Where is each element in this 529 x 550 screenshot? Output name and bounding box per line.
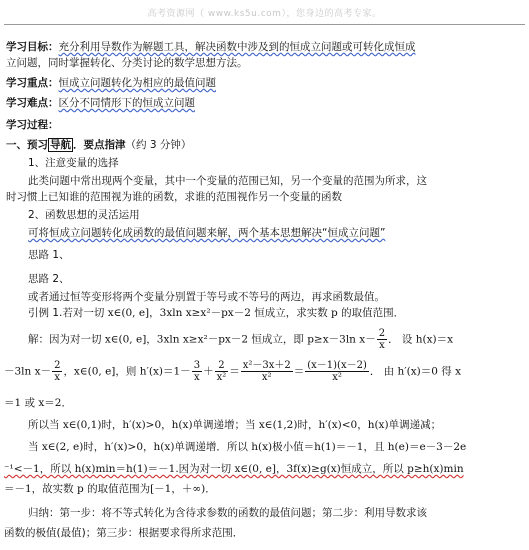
page-header: 高考资源网（ www.ks5u.com），您身边的高考专家。	[147, 9, 382, 19]
item-2-line-1	[28, 226, 385, 241]
goal-line-1	[6, 40, 416, 55]
solution-line-3: ＝1 或 x＝2．	[4, 397, 72, 409]
item-1-line-1: 此类问题中常出现两个变量，其中一个变量的范围已知，另一个变量的范围为所求，这	[28, 175, 427, 187]
solution-l1b: ． 设 h(x)＝x	[388, 333, 454, 346]
process-heading: 学习过程：	[6, 119, 59, 131]
section-1-boxed: 导航	[50, 139, 71, 151]
solution-line-4: 所以当 x∈(0,1)时，h′(x)>0，h(x)单调递增；当 x∈(1,2)时，h′(x)<0，h(x)单调递减；	[28, 419, 442, 431]
solution-line-5: 当 x∈(2, e)时，h′(x)>0，h(x)单调递增．所以 h(x)极小值＝h(1)＝－1，且 h(e)＝e－3－2e	[28, 441, 467, 453]
goal-text-1: 充分利用导数作为解题工具，解决函数中涉及到的恒成立问题或可转化成恒成	[58, 41, 416, 53]
fraction-3-over-x: $\frac{3}{x}$	[193, 360, 201, 383]
fraction-factored: $\frac{(x-1)(x-2)}{\text{x²}}$	[307, 360, 367, 383]
solution-line-2: －3ln x－ $\frac{2}{x}$ ，x∈(0, e]，则 h′(x)＝1－ $\frac{3}{x}$ ＋ $\frac{2}{\text{x²}}$ ＝ $\frac{\text{x²－3x＋2}}{\text{x²}}$ ＝ $\frac{(x-1)(x-2)}{\text{x²}}$ ． 由 h′(x)＝0 得 x	[4, 360, 462, 383]
solution-line-1	[28, 328, 453, 351]
item-2-text: 可将恒成立问题转化成函数的最值问题来解，两个基本思想解决“恒成立问题”	[28, 227, 386, 239]
fraction-2-over-x-b: $\frac{2}{x}$	[54, 360, 61, 383]
item-1-title: 1、注意变量的选择	[28, 157, 119, 169]
idea-1: 思路 1、	[28, 249, 70, 261]
key-line	[6, 76, 216, 91]
key-text: 恒成立问题转化为相应的最值问题	[58, 77, 216, 89]
summary-line-1: 归纳：第一步：将不等式转化为含待求参数的函数的最值问题；第二步：利用导数求该	[28, 507, 427, 519]
goal-line-2: 立问题，同时掌握转化、分类讨论的数学思想方法。	[6, 57, 248, 69]
item-2-title: 2、函数思想的灵活运用	[28, 209, 140, 221]
solution-line-6: ⁻¹<－1，所以 h(x)min＝h(1)＝－1.因为对一切 x∈(0, e]，3f(x)≥g(x)恒成立，所以 p≥h(x)min	[4, 463, 464, 475]
item-1-line-2: 时习惯上已知谁的范围视为谁的函数，求谁的范围视作另一个变量的函数	[6, 191, 342, 203]
solution-line-7: ＝－1，故实数 p 的取值范围为[－1，＋∞)．	[4, 483, 216, 495]
example-line	[28, 306, 404, 321]
section-1-heading	[6, 138, 191, 153]
difficulty-line	[6, 96, 195, 111]
difficulty-text: 区分不同情形下的恒成立问题	[58, 97, 195, 109]
section-1-prefix: 一、预习	[6, 139, 48, 151]
example-text: 若对一切 x∈(0, e]，3xln x≥x²－px－2 恒成立，求实数 p 的取值范围．	[62, 307, 405, 319]
summary-line-2: 函数的极值(最值)；第三步：根据要求得所求范围．	[4, 527, 244, 539]
fraction-quadratic: $\frac{\text{x²－3x＋2}}{\text{x²}}$	[242, 360, 291, 383]
section-1-suffix: （约 3 分钟）	[125, 139, 192, 151]
solution-l1a: 解：因为对一切 x∈(0, e]，3xln x≥x²－px－2 恒成立，即 p≥x－3ln x－	[28, 333, 376, 346]
goal-label: 学习目标：	[6, 41, 59, 53]
section-1-bold: ．要点指津	[73, 139, 126, 151]
fraction-2-over-x2: $\frac{2}{\text{x²}}$	[216, 360, 227, 383]
idea-2-text: 或者通过恒等变形将两个变量分别置于等号或不等号的两边，再求函数最值。	[28, 291, 385, 303]
difficulty-label: 学习难点：	[6, 97, 59, 109]
example-label: 引例 1.	[28, 307, 63, 319]
key-label: 学习重点：	[6, 77, 59, 89]
fraction-2-over-x: $\frac{2}{x}$	[378, 328, 386, 351]
header-rule	[4, 24, 525, 25]
idea-2: 思路 2、	[28, 273, 70, 285]
